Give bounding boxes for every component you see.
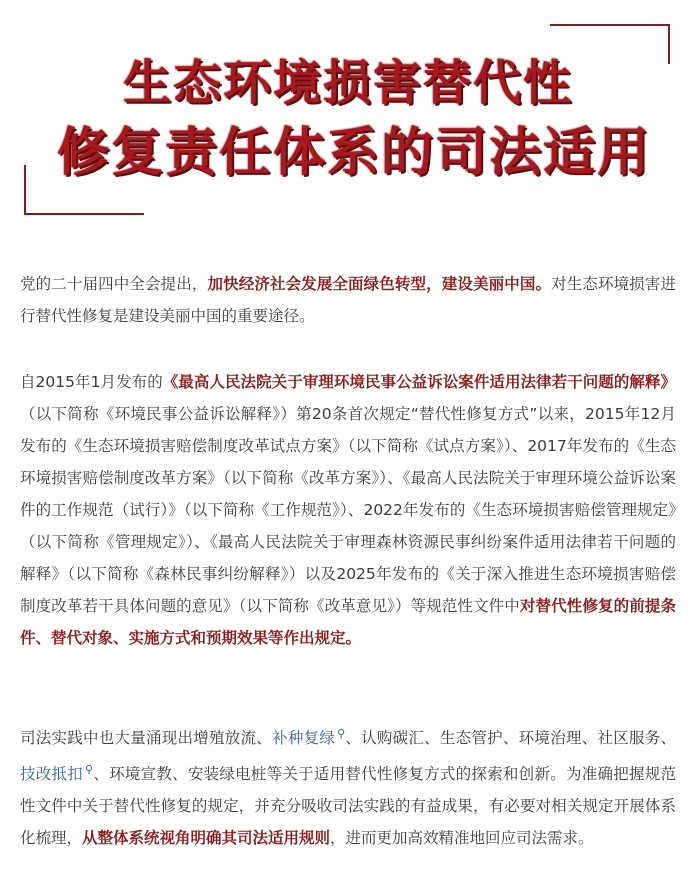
link-bu-zhong-fu-lv[interactable]: 补种复绿	[272, 729, 336, 748]
p1-text-2: 对生态环境损害进行替代性修复是建设美丽中国的重要途径。	[20, 275, 676, 325]
link-ji-gai-di-kou[interactable]: 技改抵扣	[20, 765, 84, 784]
p1-highlight: 加快经济社会发展全面绿色转型，建设美丽中国。	[207, 275, 552, 293]
search-icon[interactable]: ⚲	[85, 763, 94, 777]
title-line-1: 生态环境损害替代性	[122, 55, 573, 111]
paragraph-3	[20, 718, 676, 854]
p3-text-3: 、环境宣教、安装绿电桩等关于适用替代性修复方式的探索和创新。为准确把握规范性文件中关于替代性修复的规定，并充分吸收司法实践的有益成果，有必要对相关规定开展体系化梳理，	[20, 765, 676, 848]
p1-text-1: 党的二十届四中全会提出，	[20, 275, 208, 293]
paragraph-1	[20, 268, 676, 332]
p3-text-4: ，进而更加高效精准地回应司法需求。	[330, 829, 594, 848]
title-line-2: 修复责任体系的司法适用	[56, 123, 651, 183]
p2-text-1: 自2015年1月发布的	[20, 373, 163, 391]
p3-highlight: 从整体系统视角明确其司法适用规则	[82, 829, 331, 848]
p3-text-2: 、认购碳汇、生态管护、环境治理、社区服务、	[345, 729, 676, 748]
paragraph-2	[20, 366, 676, 654]
p2-text-2: （以下简称《环境民事公益诉讼解释》）第20条首次规定“替代性修复方式”以来，2015年12月发布的《生态环境损害赔偿制度改革试点方案》（以下简称《试点方案》）、2017年发布的《生态环境损害赔偿制度改革方案》（以下简称《改革方案》）、《最高人民法院关于审理环境公益诉讼案件的工作规范（试行）》（以下简称《工作规范》）、2022年发布的《生态环境损害赔偿管理规定》（以下简称《管理规定》）、《最高人民法院关于审理森林资源民事纠纷案件适用法律若干问题的解释》（以下简称《森林民事纠纷解释》）以及2025年发布的《关于深入推进生态环境损害赔偿制度改革若干具体问题的意见》（以下简称《改革意见》）等规范性文件中	[20, 405, 676, 615]
p3-text-1: 司法实践中也大量涌现出增殖放流、	[20, 729, 273, 748]
search-icon[interactable]: ⚲	[337, 727, 346, 740]
p2-highlight-title: 《最高人民法院关于审理环境民事公益诉讼案件适用法律若干问题的解释》	[162, 373, 676, 391]
p2-highlight-end: 对替代性修复的前提条件、替代对象、实施方式和预期效果等作出规定。	[20, 597, 676, 647]
